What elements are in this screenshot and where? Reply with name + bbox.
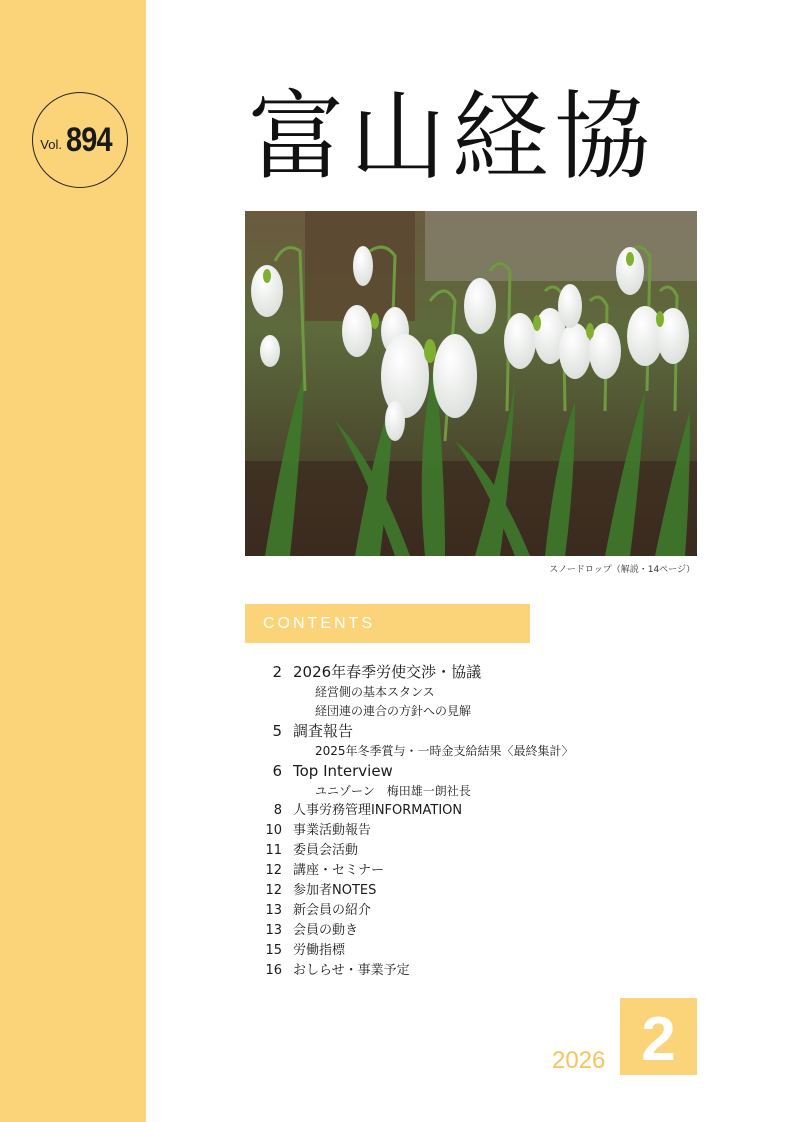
toc-title: 2026年春季労使交渉・協議 (293, 663, 482, 681)
toc-title: 人事労務管理INFORMATION (293, 803, 463, 818)
issue-month: 2 (620, 998, 697, 1075)
toc-page: 6 (272, 762, 282, 780)
cover-photo (245, 211, 697, 556)
issue-year: 2026 (552, 1047, 606, 1074)
toc-entry[interactable] (258, 921, 698, 941)
toc-entry[interactable] (258, 801, 698, 821)
toc-title: 労働指標 (293, 943, 346, 958)
toc-subtitle: 経営側の基本スタンス (315, 685, 435, 699)
toc-subtitle: 経団連の連合の方針への見解 (315, 704, 472, 718)
toc-page: 16 (265, 963, 282, 978)
toc-page: 8 (273, 803, 282, 818)
volume-number: 894 (65, 120, 112, 159)
toc-title: 新会員の紹介 (293, 903, 372, 918)
toc-page: 15 (265, 943, 282, 958)
toc-entry[interactable] (258, 941, 698, 961)
toc-title: 委員会活動 (293, 843, 359, 858)
toc-title: 講座・セミナー (293, 863, 385, 878)
volume-badge (32, 92, 128, 188)
magazine-title: 富山経協 (248, 81, 656, 193)
toc-entry[interactable] (258, 821, 698, 841)
table-of-contents (258, 662, 698, 981)
toc-entry[interactable] (258, 881, 698, 901)
toc-page: 12 (265, 883, 282, 898)
toc-entry[interactable] (258, 662, 698, 683)
toc-page: 2 (272, 663, 282, 681)
toc-entry[interactable] (258, 721, 698, 742)
toc-subtitle: 2025年冬季賞与・一時金支給結果〈最終集計〉 (315, 744, 574, 758)
toc-entry[interactable] (258, 901, 698, 921)
toc-title: Top Interview (293, 762, 393, 780)
toc-page: 13 (265, 923, 282, 938)
toc-page: 11 (265, 843, 282, 858)
toc-title: 事業活動報告 (293, 823, 372, 838)
toc-entry[interactable] (258, 761, 698, 782)
toc-title: 参加者NOTES (293, 883, 377, 898)
volume-label: Vol. (40, 136, 62, 152)
toc-title: 調査報告 (293, 722, 354, 740)
toc-entry[interactable] (258, 861, 698, 881)
toc-title: おしらせ・事業予定 (293, 963, 410, 978)
toc-page: 10 (265, 823, 282, 838)
contents-heading: CONTENTS (245, 604, 530, 643)
toc-subtitle: ユニゾーン 梅田雄一朗社長 (315, 784, 471, 798)
toc-page: 13 (265, 903, 282, 918)
photo-caption: スノードロップ（解説・14ページ） (549, 565, 695, 575)
toc-entry[interactable] (258, 961, 698, 981)
toc-page: 5 (272, 722, 282, 740)
toc-title: 会員の動き (293, 923, 359, 938)
toc-entry[interactable] (258, 841, 698, 861)
toc-page: 12 (265, 863, 282, 878)
